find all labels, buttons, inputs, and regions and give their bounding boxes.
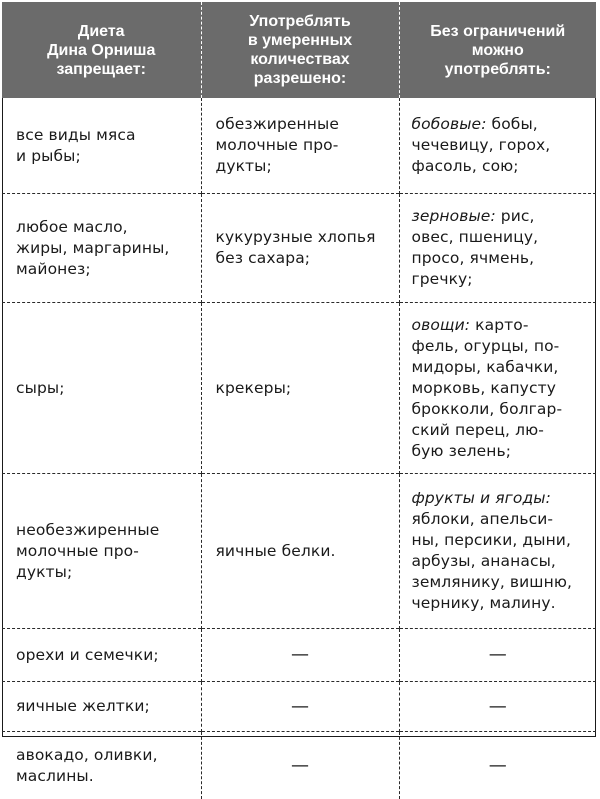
header-unlimited-line: можно <box>406 41 591 60</box>
cell-forbidden <box>2 474 201 629</box>
cell-moderate <box>201 194 399 303</box>
cell-text: бую зелень; <box>412 441 587 462</box>
table-row <box>2 303 596 474</box>
food-category: зерновые: <box>412 207 496 225</box>
cell-text: обезжиренные <box>216 114 389 135</box>
header-moderate-line: разрешено: <box>208 69 393 88</box>
table-row <box>2 98 596 194</box>
cell-text: чечевицу, горох, <box>412 135 587 156</box>
cell-text: молочные про- <box>216 135 389 156</box>
cell-text: дукты; <box>216 156 389 177</box>
food-category: бобовые: <box>412 115 487 133</box>
cell-text: овес, пшеницу, <box>412 227 587 248</box>
cell-text: брокколи, болгар- <box>412 399 587 420</box>
header-forbidden <box>2 2 201 98</box>
cell-moderate <box>201 98 399 194</box>
food-category: овощи: <box>412 316 471 334</box>
cell-text: ский перец, лю- <box>412 420 587 441</box>
cell-text: майонез; <box>16 259 191 280</box>
dash-mark: — <box>489 696 507 717</box>
cell-text-line <box>412 315 587 336</box>
cell-text: все виды мяса <box>16 125 191 146</box>
cell-text: фель, огурцы, по- <box>412 336 587 357</box>
cell-text-line <box>412 206 587 227</box>
cell-text: дукты; <box>16 562 191 583</box>
table-row <box>2 474 596 629</box>
cell-text: крекеры; <box>216 378 389 399</box>
cell-text-line <box>412 114 587 135</box>
header-unlimited-line: Без ограничений <box>406 22 591 41</box>
header-unlimited-line: употреблять: <box>406 60 591 79</box>
cell-unlimited <box>399 474 596 629</box>
cell-text: сыры; <box>16 378 191 399</box>
cell-text: орехи и семечки; <box>16 645 191 666</box>
cell-text: без сахара; <box>216 248 389 269</box>
cell-text: чернику, малину. <box>412 593 587 614</box>
cell-unlimited <box>399 98 596 194</box>
cell-text: гречку; <box>412 269 587 290</box>
cell-moderate <box>201 474 399 629</box>
cell-text: рис, <box>496 207 535 225</box>
table-row <box>2 682 596 732</box>
cell-moderate <box>201 629 399 682</box>
cell-forbidden <box>2 303 201 474</box>
cell-text: ны, персики, дыни, <box>412 530 587 551</box>
cell-forbidden <box>2 629 201 682</box>
cell-unlimited <box>399 629 596 682</box>
cell-moderate <box>201 303 399 474</box>
cell-text: яичные желтки; <box>16 696 191 717</box>
header-moderate-line: в умеренных <box>208 31 393 50</box>
cell-text: мидоры, кабачки, <box>412 357 587 378</box>
header-moderate <box>201 2 399 98</box>
dash-mark: — <box>489 644 507 665</box>
cell-text: необезжиренные <box>16 520 191 541</box>
cell-text: землянику, вишню, <box>412 572 587 593</box>
dash-mark: — <box>291 644 309 665</box>
cell-unlimited <box>399 303 596 474</box>
header-moderate-line: количествах <box>208 50 393 69</box>
cell-moderate <box>201 682 399 732</box>
cell-text: кукурузные хлопья <box>216 227 389 248</box>
diet-table <box>2 2 596 799</box>
cell-forbidden <box>2 194 201 303</box>
table-row <box>2 629 596 682</box>
cell-text: бобы, <box>487 115 538 133</box>
cell-text: карто- <box>470 316 528 334</box>
cell-text: жиры, маргарины, <box>16 238 191 259</box>
header-forbidden-line: Дина Орниша <box>8 41 195 60</box>
cell-text: молочные про- <box>16 541 191 562</box>
header-unlimited <box>399 2 596 98</box>
dash-mark: — <box>291 755 309 776</box>
table-row <box>2 732 596 799</box>
table-row <box>2 194 596 303</box>
cell-moderate <box>201 732 399 799</box>
cell-text: яичные белки. <box>216 541 389 562</box>
header-forbidden-line: Диета <box>8 22 195 41</box>
cell-text: любое масло, <box>16 217 191 238</box>
cell-forbidden <box>2 682 201 732</box>
cell-forbidden <box>2 98 201 194</box>
dash-mark: — <box>291 696 309 717</box>
cell-unlimited <box>399 682 596 732</box>
header-row <box>2 2 596 98</box>
header-forbidden-line: запрещает: <box>8 60 195 79</box>
cell-text: арбузы, ананасы, <box>412 551 587 572</box>
cell-text: фасоль, сою; <box>412 156 587 177</box>
cell-text: маслины. <box>16 766 191 787</box>
cell-text: яблоки, апельси- <box>412 509 587 530</box>
cell-text: авокадо, оливки, <box>16 745 191 766</box>
cell-text: морковь, капусту <box>412 378 587 399</box>
cell-unlimited <box>399 732 596 799</box>
cell-text-line <box>412 488 587 509</box>
cell-text: просо, ячмень, <box>412 248 587 269</box>
food-category: фрукты и ягоды: <box>412 489 551 507</box>
header-moderate-line: Употреблять <box>208 12 393 31</box>
cell-forbidden <box>2 732 201 799</box>
dash-mark: — <box>489 755 507 776</box>
cell-unlimited <box>399 194 596 303</box>
cell-text: и рыбы; <box>16 146 191 167</box>
